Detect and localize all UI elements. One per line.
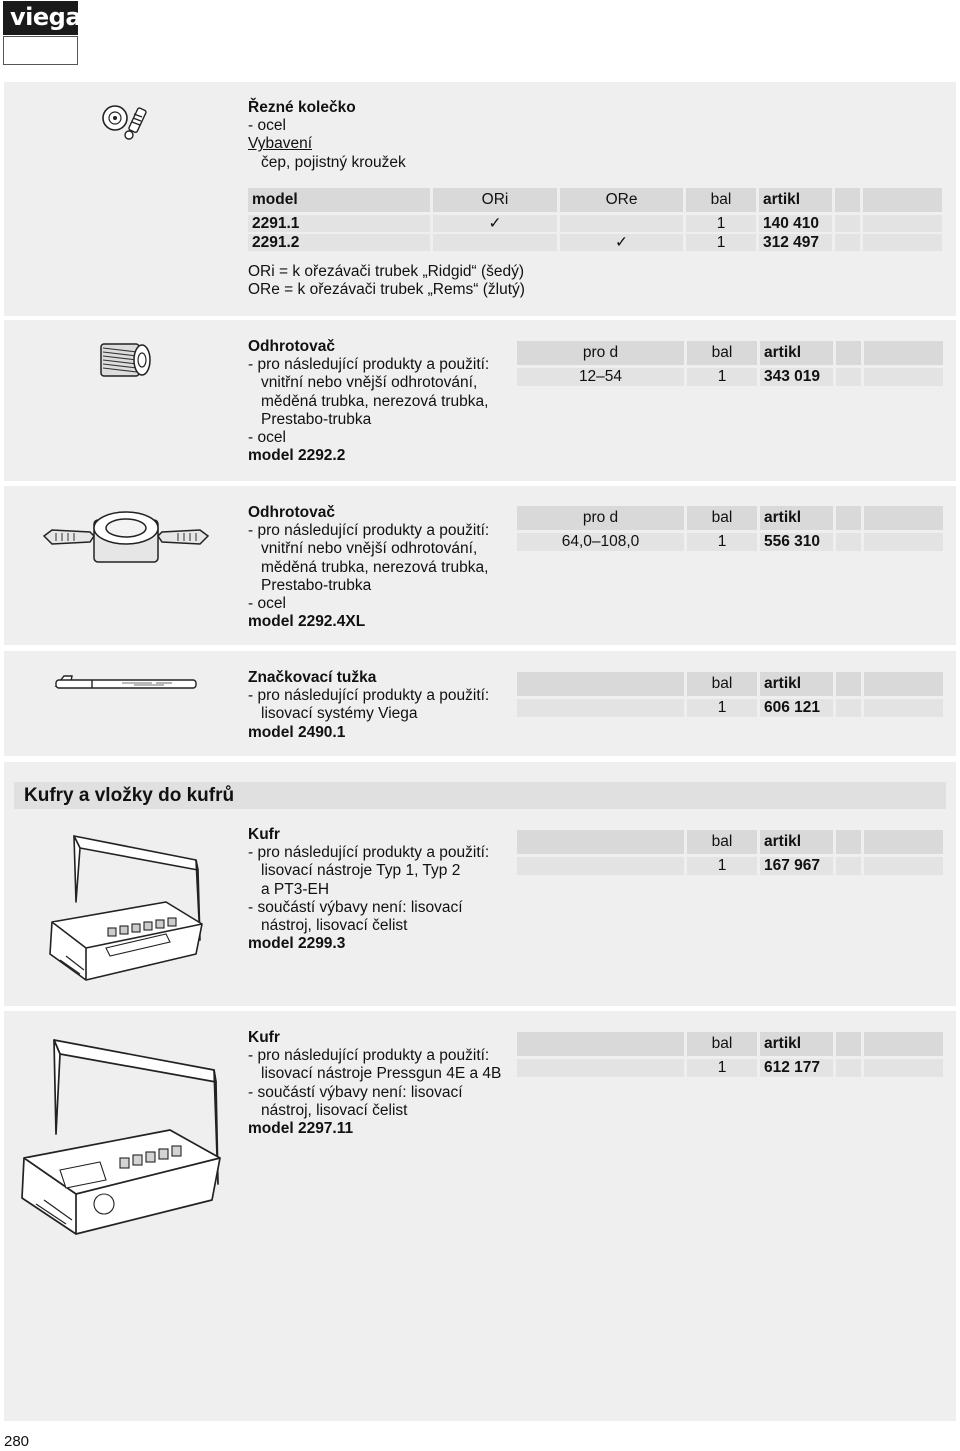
- cell-model: 2291.1: [248, 215, 430, 232]
- col-prod-header: pro d: [517, 506, 684, 530]
- product-4-title: Značkovací tužka: [248, 669, 377, 686]
- product-6-title: Kufr: [248, 1029, 280, 1046]
- empty-cell: [864, 1059, 943, 1077]
- empty-cell: [864, 699, 943, 717]
- case-open-image-2: [20, 1034, 226, 1240]
- product-5-line: - pro následující produkty a použití:: [248, 844, 490, 862]
- product-6-line: - součástí výbavy není: lisovací: [248, 1083, 463, 1101]
- deburrer-xl-image: [42, 506, 210, 568]
- col-bal-header: bal: [687, 830, 757, 854]
- empty-cell: [836, 341, 861, 365]
- empty-cell: [863, 234, 942, 251]
- cell-model: 2291.2: [248, 234, 430, 251]
- empty-cell: [836, 1032, 861, 1056]
- table-header-row: [517, 341, 943, 365]
- empty-cell: [836, 672, 861, 696]
- cell-bal: 1: [686, 234, 756, 251]
- cell-artikl: 556 310: [760, 533, 833, 551]
- empty-cell: [517, 672, 684, 696]
- col-bal-header: bal: [687, 1032, 757, 1056]
- product-1-description: [248, 99, 406, 172]
- empty-cell: [517, 857, 684, 875]
- cell-ori: ✓: [433, 215, 557, 232]
- product-1-title: Řezné kolečko: [248, 99, 356, 116]
- case-open-image-1: [46, 830, 206, 986]
- product-2-description: [248, 338, 489, 465]
- table-header-row: [517, 830, 943, 854]
- empty-cell: [835, 215, 860, 232]
- table-row: [517, 1059, 943, 1077]
- table-header-row: [517, 506, 943, 530]
- cell-prod: 64,0–108,0: [517, 533, 684, 551]
- product-5-description: [248, 826, 489, 953]
- product-6-line: nástroj, lisovací čelist: [261, 1101, 408, 1119]
- col-model-header: model: [248, 188, 430, 212]
- cell-artikl: 167 967: [760, 857, 833, 875]
- product-2-line: Prestabo-trubka: [261, 410, 372, 428]
- col-bal-header: bal: [687, 672, 757, 696]
- empty-cell: [517, 830, 684, 854]
- table-header-row: [248, 188, 942, 212]
- col-ori-header: ORi: [433, 188, 557, 212]
- empty-cell: [863, 215, 942, 232]
- cell-bal: 1: [687, 699, 757, 717]
- col-artikl-header: artikl: [760, 341, 833, 365]
- table-row: [248, 234, 942, 251]
- col-bal-header: bal: [687, 506, 757, 530]
- product-3-line: vnitřní nebo vnější odhrotování,: [261, 540, 478, 558]
- empty-cell: [836, 830, 861, 854]
- table-row: [248, 215, 942, 232]
- product-4-line: - pro následující produkty a použití:: [248, 687, 490, 705]
- cell-bal: 1: [687, 857, 757, 875]
- cell-bal: 1: [687, 533, 757, 551]
- product-5-line: a PT3-EH: [261, 880, 330, 898]
- cell-artikl: 312 497: [759, 234, 832, 251]
- note-ori: ORi = k ořezávači trubek „Ridgid“ (šedý): [248, 263, 525, 280]
- empty-cell: [864, 857, 943, 875]
- cell-ore: ✓: [560, 234, 683, 251]
- section-title: Kufry a vložky do kufrů: [14, 782, 946, 809]
- product-3-title: Odhrotovač: [248, 504, 335, 521]
- cell-artikl: 612 177: [760, 1059, 833, 1077]
- empty-cell: [836, 857, 861, 875]
- empty-cell: [836, 1059, 861, 1077]
- cell-bal: 1: [686, 215, 756, 232]
- product-5-line: - součástí výbavy není: lisovací: [248, 898, 463, 916]
- empty-cell: [836, 699, 861, 717]
- product-3-line: Prestabo-trubka: [261, 576, 372, 594]
- viega-logo: viega: [3, 1, 78, 35]
- product-3-description: [248, 504, 489, 631]
- cell-prod: 12–54: [517, 368, 684, 386]
- col-bal-header: bal: [686, 188, 756, 212]
- empty-cell: [864, 368, 943, 386]
- cell-artikl: 140 410: [759, 215, 832, 232]
- product-1-line: - ocel: [248, 117, 286, 135]
- product-5-line: lisovací nástroje Typ 1, Typ 2: [261, 862, 461, 880]
- marker-pen-image: [52, 672, 200, 694]
- cell-artikl: 343 019: [760, 368, 833, 386]
- product-1-equipment-label: Vybavení: [248, 135, 313, 153]
- col-artikl-header: artikl: [760, 506, 833, 530]
- empty-cell: [836, 368, 861, 386]
- empty-cell: [835, 188, 860, 212]
- col-artikl-header: artikl: [760, 830, 833, 854]
- col-prod-header: pro d: [517, 341, 684, 365]
- table-row: [517, 533, 943, 551]
- col-artikl-header: artikl: [759, 188, 832, 212]
- product-2-line: měděná trubka, nerezová trubka,: [261, 392, 489, 410]
- product-3-line: - pro následující produkty a použití:: [248, 522, 490, 540]
- empty-cell: [864, 341, 943, 365]
- product-2-line: vnitřní nebo vnější odhrotování,: [261, 374, 478, 392]
- table-row: [517, 699, 943, 717]
- product-2-line: - pro následující produkty a použití:: [248, 356, 490, 374]
- cutting-wheel-image: [100, 100, 152, 142]
- table-row: [517, 368, 943, 386]
- product-5-title: Kufr: [248, 826, 280, 843]
- empty-cell: [863, 188, 942, 212]
- note-ore: ORe = k ořezávači trubek „Rems“ (žlutý): [248, 281, 525, 299]
- product-6-description: [248, 1029, 501, 1138]
- product-4-model: model 2490.1: [248, 723, 346, 741]
- empty-cell: [517, 699, 684, 717]
- cell-ori: [433, 234, 557, 251]
- product-4-line: lisovací systémy Viega: [261, 705, 418, 723]
- deburrer-small-image: [98, 340, 154, 380]
- table-header-row: [517, 1032, 943, 1056]
- product-1-notes: [248, 263, 525, 299]
- table-row: [517, 857, 943, 875]
- product-3-line: - ocel: [248, 595, 286, 613]
- product-2-model: model 2292.2: [248, 447, 346, 465]
- empty-cell: [864, 1032, 943, 1056]
- empty-cell: [864, 533, 943, 551]
- product-3-model: model 2292.4XL: [248, 613, 366, 631]
- product-2-line: - ocel: [248, 429, 286, 447]
- col-bal-header: bal: [687, 341, 757, 365]
- product-2-title: Odhrotovač: [248, 338, 335, 355]
- product-5-line: nástroj, lisovací čelist: [261, 917, 408, 935]
- cell-artikl: 606 121: [760, 699, 833, 717]
- product-3-line: měděná trubka, nerezová trubka,: [261, 558, 489, 576]
- product-6-line: lisovací nástroje Pressgun 4E a 4B: [261, 1065, 502, 1083]
- product-1-equipment-text: čep, pojistný kroužek: [261, 153, 406, 171]
- empty-cell: [836, 506, 861, 530]
- empty-cell: [835, 234, 860, 251]
- empty-cell: [517, 1059, 684, 1077]
- product-5-model: model 2299.3: [248, 935, 346, 953]
- empty-cell: [836, 533, 861, 551]
- product-6-model: model 2297.11: [248, 1120, 354, 1138]
- empty-cell: [864, 830, 943, 854]
- cell-bal: 1: [687, 368, 757, 386]
- empty-cell: [864, 672, 943, 696]
- logo-empty-box: [3, 36, 78, 65]
- col-ore-header: ORe: [560, 188, 683, 212]
- empty-cell: [517, 1032, 684, 1056]
- col-artikl-header: artikl: [760, 1032, 833, 1056]
- empty-cell: [864, 506, 943, 530]
- cell-ore: [560, 215, 683, 232]
- cell-bal: 1: [687, 1059, 757, 1077]
- page-number: 280: [4, 1433, 30, 1450]
- product-6-line: - pro následující produkty a použití:: [248, 1047, 490, 1065]
- col-artikl-header: artikl: [760, 672, 833, 696]
- table-header-row: [517, 672, 943, 696]
- product-4-description: [248, 669, 489, 742]
